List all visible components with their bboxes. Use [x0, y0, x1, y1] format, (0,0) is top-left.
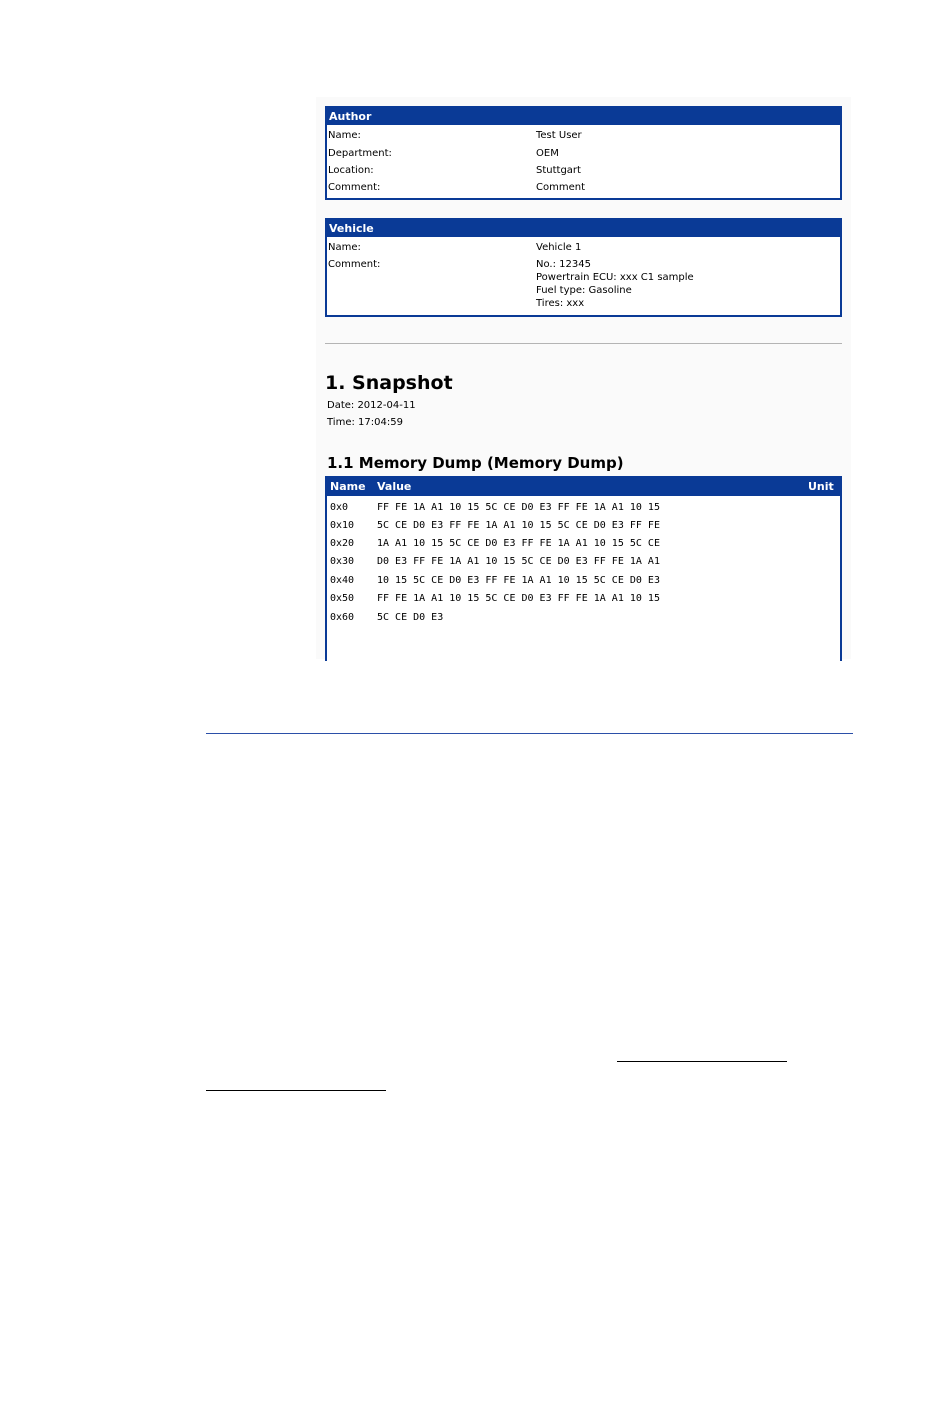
cell-value: FF FE 1A A1 10 15 5C CE D0 E3 FF FE 1A A1 10 15 [377, 502, 660, 513]
memory-dump-table [325, 476, 842, 661]
cell-name: 0x10 [330, 520, 355, 531]
memory-dump-title: 1.1 Memory Dump (Memory Dump) [327, 454, 624, 472]
row-value: OEM [536, 148, 559, 159]
author-row-location [327, 164, 840, 181]
author-box [325, 106, 842, 200]
table-row [327, 535, 840, 553]
cell-name: 0x20 [330, 538, 355, 549]
author-box-header: Author [327, 108, 840, 125]
footer-rule [206, 733, 853, 734]
cell-name: 0x0 [330, 502, 349, 513]
table-row [327, 590, 840, 608]
row-label: Name: [328, 242, 361, 253]
report-preview [316, 97, 851, 659]
table-header [327, 478, 840, 496]
author-row-department [327, 147, 840, 164]
column-name-header: Name [330, 480, 366, 493]
row-label: Location: [328, 165, 374, 176]
cell-name: 0x60 [330, 612, 355, 623]
underline-mark [206, 1090, 386, 1091]
table-row [327, 609, 840, 627]
row-value: Vehicle 1 [536, 242, 582, 253]
vehicle-row-name [327, 241, 840, 258]
column-unit-header: Unit [808, 480, 834, 493]
table-row [327, 572, 840, 590]
snapshot-title: 1. Snapshot [325, 372, 453, 394]
row-label: Comment: [328, 259, 381, 270]
author-row-comment [327, 181, 840, 198]
cell-name: 0x50 [330, 593, 355, 604]
table-row [327, 499, 840, 517]
table-row [327, 553, 840, 571]
cell-value: 5C CE D0 E3 [377, 612, 444, 623]
row-value: Comment [536, 182, 585, 193]
row-value: Test User [536, 130, 582, 141]
cell-name: 0x40 [330, 575, 355, 586]
vehicle-box [325, 218, 842, 317]
time-value: 17:04:59 [358, 417, 403, 428]
snapshot-date: Date: 2012-04-11 [327, 400, 416, 411]
row-label: Department: [328, 148, 392, 159]
snapshot-time [327, 416, 403, 429]
column-value-header: Value [377, 480, 412, 493]
vehicle-row-comment [327, 258, 840, 312]
cell-value: D0 E3 FF FE 1A A1 10 15 5C CE D0 E3 FF FE 1A A1 [377, 556, 660, 567]
row-value: Stuttgart [536, 165, 581, 176]
time-label: Time: [327, 417, 359, 428]
author-row-name [327, 129, 840, 146]
section-divider [325, 343, 842, 344]
row-label: Comment: [328, 182, 381, 193]
cell-value: 10 15 5C CE D0 E3 FF FE 1A A1 10 15 5C CE D0 E3 [377, 575, 660, 586]
table-row [327, 517, 840, 535]
underline-mark [617, 1061, 787, 1062]
cell-value: 5C CE D0 E3 FF FE 1A A1 10 15 5C CE D0 E3 FF FE [377, 520, 660, 531]
vehicle-box-header: Vehicle [327, 220, 840, 237]
row-label: Name: [328, 130, 361, 141]
cell-value: 1A A1 10 15 5C CE D0 E3 FF FE 1A A1 10 15 5C CE [377, 538, 660, 549]
cell-name: 0x30 [330, 556, 355, 567]
row-value: No.: 12345 Powertrain ECU: xxx C1 sample Fuel type: Gasoline Tires: xxx [536, 259, 694, 309]
cell-value: FF FE 1A A1 10 15 5C CE D0 E3 FF FE 1A A1 10 15 [377, 593, 660, 604]
